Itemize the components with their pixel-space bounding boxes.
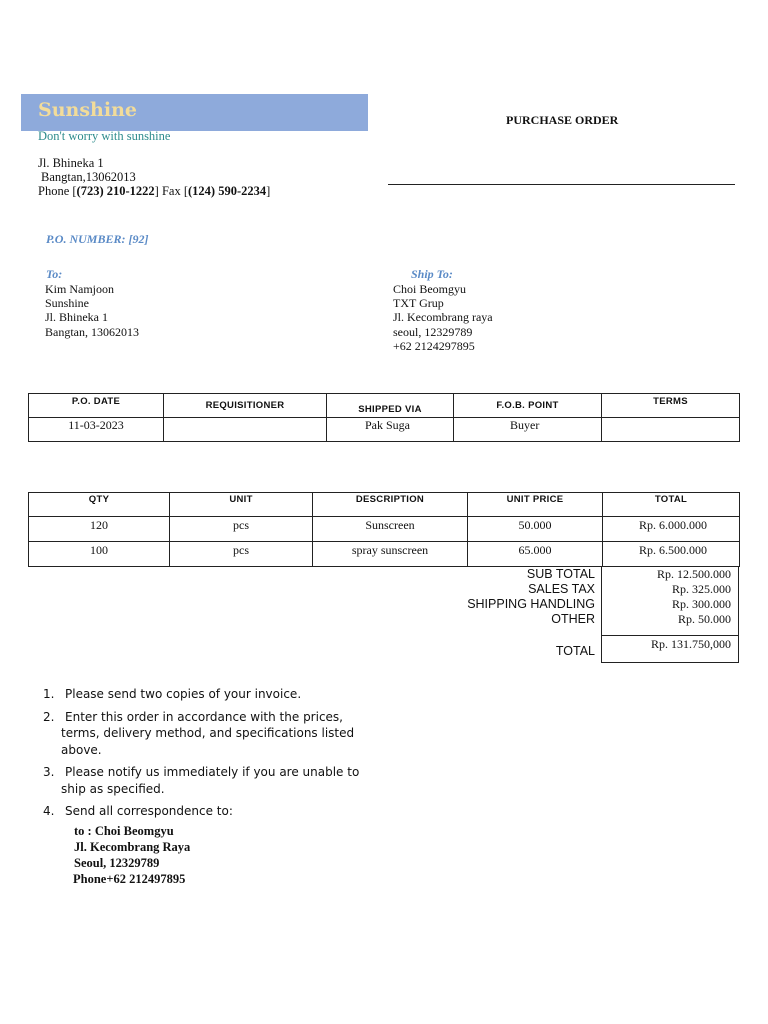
- header-divider: [388, 184, 735, 185]
- company-tagline: Don't worry with sunshine: [38, 129, 171, 143]
- terms-value: [602, 418, 740, 442]
- unit-cell: pcs: [170, 517, 313, 542]
- summary-divider: [602, 635, 738, 636]
- ship-to-line: TXT Grup: [393, 296, 444, 311]
- company-address-line2: Bangtan,13062013: [41, 170, 136, 184]
- table-row: [29, 517, 740, 542]
- to-line: Sunshine: [45, 296, 90, 311]
- company-address-line1: Jl. Bhineka 1: [38, 156, 104, 170]
- note-text: Send all correspondence to:: [65, 804, 233, 818]
- correspondence-line: to : Choi Beomgyu: [74, 824, 174, 838]
- description-cell: Sunscreen: [313, 517, 468, 542]
- fob-point-value: Buyer: [454, 418, 602, 442]
- fax-number: (124) 590-2234: [188, 184, 267, 198]
- grand-total-label: TOTAL: [555, 644, 595, 658]
- summary-box: [601, 566, 739, 663]
- header-description: DESCRIPTION: [313, 493, 468, 517]
- notes-list: [43, 686, 363, 826]
- correspondence-line: Seoul, 12329789: [74, 856, 160, 870]
- correspondence-line: Jl. Kecombrang Raya: [74, 840, 191, 854]
- summary-values: [657, 567, 731, 627]
- company-address: [38, 156, 270, 198]
- to-line: Kim Namjoon: [45, 282, 114, 296]
- description-cell: spray sunscreen: [313, 542, 468, 567]
- note-number: 2.: [43, 709, 55, 724]
- header-shipped-via: SHIPPED VIA: [327, 394, 454, 418]
- header-fob-point: F.O.B. POINT: [454, 394, 602, 418]
- header-po-date: P.O. DATE: [29, 394, 164, 418]
- total-cell: Rp. 6.500.000: [603, 542, 740, 567]
- phone-label: Phone [: [38, 184, 77, 198]
- header-terms: TERMS: [602, 394, 740, 418]
- header-requisitioner: REQUISITIONER: [164, 394, 327, 418]
- grand-total-value: Rp. 131.750,000: [650, 637, 731, 651]
- other-value: Rp. 50.000: [677, 612, 731, 626]
- summary-labels: [440, 567, 595, 627]
- note-item: [43, 803, 363, 820]
- unit-price-cell: 50.000: [468, 517, 603, 542]
- subtotal-value: Rp. 12.500.000: [656, 567, 731, 581]
- correspondence-line: Phone+62 212497895: [73, 872, 186, 886]
- to-label: To:: [46, 267, 63, 281]
- note-item: [43, 709, 363, 759]
- sales-tax-value: Rp. 325.000: [671, 582, 731, 596]
- header-unit: UNIT: [170, 493, 313, 517]
- note-text: Please notify us immediately if you are unable to ship as specified.: [61, 765, 360, 796]
- shipped-via-value: Pak Suga: [327, 418, 454, 442]
- document-title: PURCHASE ORDER: [506, 113, 619, 127]
- table-row: [29, 542, 740, 567]
- note-item: [43, 764, 363, 797]
- unit-price-cell: 65.000: [468, 542, 603, 567]
- po-date-value: 11-03-2023: [29, 418, 164, 442]
- note-number: 4.: [43, 804, 55, 818]
- ship-to-block: [393, 267, 493, 353]
- qty-cell: 100: [29, 542, 170, 567]
- note-number: 3.: [43, 765, 55, 779]
- note-item: [43, 686, 363, 703]
- unit-cell: pcs: [170, 542, 313, 567]
- ship-to-line: Jl. Kecombrang raya: [393, 310, 493, 325]
- order-info-table: [28, 393, 740, 442]
- fax-close: ]: [266, 184, 271, 198]
- to-line: Jl. Bhineka 1: [45, 310, 108, 325]
- ship-to-line: +62 2124297895: [393, 338, 475, 353]
- po-number: P.O. NUMBER: [92]: [46, 232, 149, 246]
- shipping-value: Rp. 300.000: [671, 597, 731, 611]
- to-line: Bangtan, 13062013: [45, 324, 139, 339]
- bill-to-block: [46, 267, 139, 339]
- phone-number: (723) 210-1222: [76, 184, 155, 198]
- other-label: OTHER: [551, 612, 595, 626]
- header-qty: QTY: [29, 493, 170, 517]
- note-number: 1.: [43, 687, 55, 701]
- header-total: TOTAL: [603, 493, 740, 517]
- note-text: Enter this order in accordance with the prices, terms, delivery method, and specifications listed above.: [61, 709, 355, 757]
- company-contact: [38, 184, 270, 198]
- ship-to-label: Ship To:: [411, 267, 453, 281]
- correspondence-address: [74, 823, 190, 887]
- ship-to-line: Choi Beomgyu: [393, 282, 467, 296]
- fax-label: ] Fax [: [154, 184, 188, 198]
- header-unit-price: UNIT PRICE: [468, 493, 603, 517]
- ship-to-line: seoul, 12329789: [393, 324, 473, 339]
- qty-cell: 120: [29, 517, 170, 542]
- subtotal-label: SUB TOTAL: [526, 567, 595, 581]
- requisitioner-value: [164, 418, 327, 442]
- sales-tax-label: SALES TAX: [528, 582, 595, 596]
- company-name: Sunshine: [38, 99, 137, 121]
- total-cell: Rp. 6.000.000: [603, 517, 740, 542]
- shipping-label: SHIPPING HANDLING: [467, 597, 595, 611]
- note-text: Please send two copies of your invoice.: [65, 687, 302, 701]
- items-table: [28, 492, 740, 567]
